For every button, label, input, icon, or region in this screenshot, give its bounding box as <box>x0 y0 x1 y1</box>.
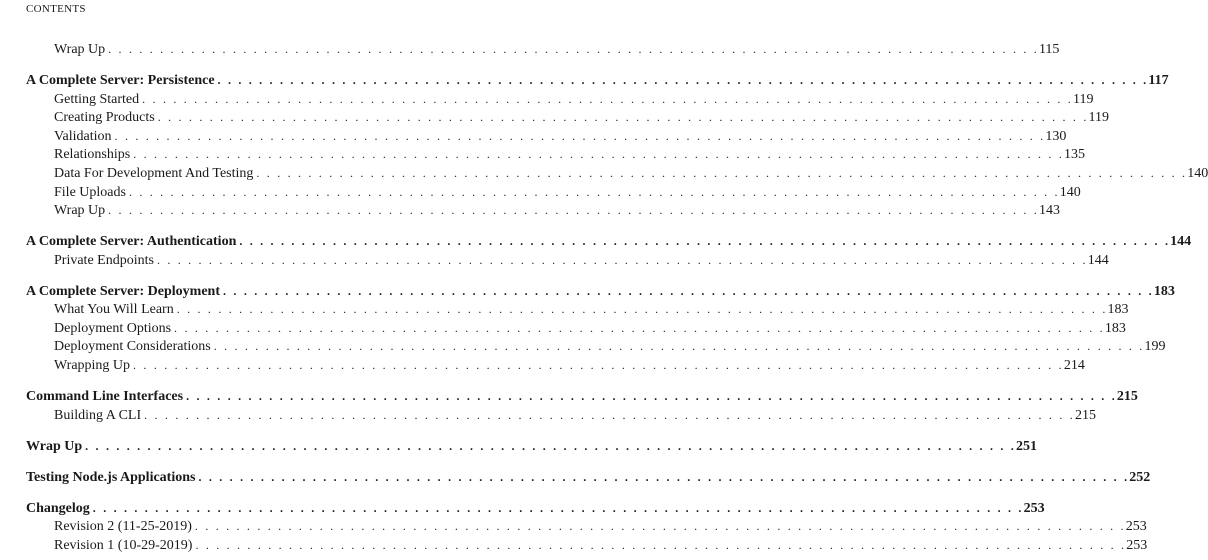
toc-entry-title: Relationships <box>54 147 131 163</box>
dot-leader: . . . . . . . . . . . . . . . . . . . . . . . . . . . . . . . . . . . . . . . . . . . . . . . . . . . . . . . . . . . . . . . . . . . . . . . . . . . . . . . . . . . . . . . . . . <box>194 519 1126 534</box>
dot-leader: . . . . . . . . . . . . . . . . . . . . . . . . . . . . . . . . . . . . . . . . . . . . . . . . . . . . . . . . . . . . . . . . . . . . . . . . . . . . . . . . . . . . . . . . . . <box>133 147 1065 162</box>
toc-section-entry[interactable] <box>26 517 1147 536</box>
toc-chapter-entry[interactable] <box>26 71 1169 90</box>
dot-leader: . . . . . . . . . . . . . . . . . . . . . . . . . . . . . . . . . . . . . . . . . . . . . . . . . . . . . . . . . . . . . . . . . . . . . . . . . . . . . . . . . . . . . . . . . . <box>223 283 1154 298</box>
toc-section-entry[interactable] <box>26 406 1096 425</box>
toc-entry-page-number: 130 <box>1045 128 1067 144</box>
toc-entry-title: Wrapping Up <box>54 358 131 374</box>
toc-entry-page-number: 215 <box>1116 389 1138 405</box>
toc-entry-title: Building A CLI <box>54 407 142 423</box>
dot-leader: . . . . . . . . . . . . . . . . . . . . . . . . . . . . . . . . . . . . . . . . . . . . . . . . . . . . . . . . . . . . . . . . . . . . . . . . . . . . . . . . . . . . . . . . . . <box>144 407 1075 422</box>
toc-entry-title: What You Will Learn <box>54 302 174 318</box>
group-spacer <box>26 486 628 498</box>
toc-entry-page-number: 140 <box>1059 184 1081 200</box>
toc-entry-title: Deployment Options <box>54 320 172 336</box>
toc-entry-page-number: 183 <box>1104 320 1126 336</box>
toc-entry-page-number: 183 <box>1107 302 1129 318</box>
toc-entry-title: A Complete Server: Persistence <box>26 72 215 88</box>
dot-leader: . . . . . . . . . . . . . . . . . . . . . . . . . . . . . . . . . . . . . . . . . . . . . . . . . . . . . . . . . . . . . . . . . . . . . . . . . . . . . . . . . . . . . . . . . . <box>174 320 1105 335</box>
dot-leader: . . . . . . . . . . . . . . . . . . . . . . . . . . . . . . . . . . . . . . . . . . . . . . . . . . . . . . . . . . . . . . . . . . . . . . . . . . . . . . . . . . . . . . . . . . <box>156 252 1088 267</box>
toc-entry-title: A Complete Server: Authentication <box>26 234 237 250</box>
toc-entry-page-number: 253 <box>1023 500 1045 516</box>
toc-entry-title: Wrap Up <box>54 203 106 219</box>
toc-entry-page-number: 251 <box>1015 438 1037 454</box>
toc-entry-page-number: 119 <box>1088 110 1110 126</box>
toc-entry-page-number: 252 <box>1129 469 1151 485</box>
toc-entry-title: Revision 1 (10-29-2019) <box>54 537 193 553</box>
dot-leader: . . . . . . . . . . . . . . . . . . . . . . . . . . . . . . . . . . . . . . . . . . . . . . . . . . . . . . . . . . . . . . . . . . . . . . . . . . . . . . . . . . . . . . . . . . <box>133 358 1064 373</box>
toc-entry-title: Wrap Up <box>54 42 106 57</box>
toc-section-entry[interactable] <box>26 127 1067 146</box>
toc-section-entry[interactable] <box>26 145 1086 164</box>
dot-leader: . . . . . . . . . . . . . . . . . . . . . . . . . . . . . . . . . . . . . . . . . . . . . . . . . . . . . . . . . . . . . . . . . . . . . . . . . . . . . . . . . . . . . . . . . . <box>217 72 1149 87</box>
toc-entry-title: Data For Development And Testing <box>54 165 254 181</box>
dot-leader: . . . . . . . . . . . . . . . . . . . . . . . . . . . . . . . . . . . . . . . . . . . . . . . . . . . . . . . . . . . . . . . . . . . . . . . . . . . . . . . . . . . . . . . . . . <box>108 203 1039 218</box>
dot-leader: . . . . . . . . . . . . . . . . . . . . . . . . . . . . . . . . . . . . . . . . . . . . . . . . . . . . . . . . . . . . . . . . . . . . . . . . . . . . . . . . . . . . . . . . . . <box>213 339 1145 354</box>
toc-section-entry[interactable] <box>26 164 1208 183</box>
toc-section-entry[interactable] <box>26 108 1110 127</box>
running-header: CONTENTS <box>26 3 86 15</box>
toc-section-entry[interactable] <box>26 536 1148 555</box>
toc-chapter-entry[interactable] <box>26 387 1138 406</box>
toc-section-entry[interactable] <box>26 90 1094 109</box>
toc-entry-page-number: 117 <box>1148 72 1169 88</box>
dot-leader: . . . . . . . . . . . . . . . . . . . . . . . . . . . . . . . . . . . . . . . . . . . . . . . . . . . . . . . . . . . . . . . . . . . . . . . . . . . . . . . . . . . . . . . . . . <box>198 469 1130 484</box>
group-spacer <box>26 59 628 71</box>
dot-leader: . . . . . . . . . . . . . . . . . . . . . . . . . . . . . . . . . . . . . . . . . . . . . . . . . . . . . . . . . . . . . . . . . . . . . . . . . . . . . . . . . . . . . . . . . . <box>142 91 1073 106</box>
group-spacer <box>26 269 628 281</box>
dot-leader: . . . . . . . . . . . . . . . . . . . . . . . . . . . . . . . . . . . . . . . . . . . . . . . . . . . . . . . . . . . . . . . . . . . . . . . . . . . . . . . . . . . . . . . . . . <box>186 389 1117 404</box>
dot-leader: . . . . . . . . . . . . . . . . . . . . . . . . . . . . . . . . . . . . . . . . . . . . . . . . . . . . . . . . . . . . . . . . . . . . . . . . . . . . . . . . . . . . . . . . . . <box>239 234 1171 249</box>
toc-entry-title: Private Endpoints <box>54 252 154 268</box>
group-spacer <box>26 455 628 467</box>
toc-entry-page-number: 199 <box>1144 339 1166 355</box>
dot-leader: . . . . . . . . . . . . . . . . . . . . . . . . . . . . . . . . . . . . . . . . . . . . . . . . . . . . . . . . . . . . . . . . . . . . . . . . . . . . . . . . . . . . . . . . . . <box>114 128 1046 143</box>
toc-entry-title: A Complete Server: Deployment <box>26 283 221 299</box>
toc-section-entry[interactable] <box>26 183 1081 202</box>
toc-chapter-entry[interactable] <box>26 499 1045 518</box>
group-spacer <box>26 424 628 436</box>
toc-entry-page-number: 144 <box>1170 234 1192 250</box>
toc-entry-title: Getting Started <box>54 91 140 107</box>
toc-entry-page-number: 115 <box>1038 42 1060 57</box>
toc-entry-title: Validation <box>54 128 112 144</box>
toc-entry-title: Testing Node.js Applications <box>26 469 196 485</box>
toc-section-entry[interactable] <box>26 300 1129 319</box>
toc-entry-title: Command Line Interfaces <box>26 389 184 405</box>
dot-leader: . . . . . . . . . . . . . . . . . . . . . . . . . . . . . . . . . . . . . . . . . . . . . . . . . . . . . . . . . . . . . . . . . . . . . . . . . . . . . . . . . . . . . . . . . . <box>108 42 1039 56</box>
toc-entry-title: Creating Products <box>54 110 155 126</box>
dot-leader: . . . . . . . . . . . . . . . . . . . . . . . . . . . . . . . . . . . . . . . . . . . . . . . . . . . . . . . . . . . . . . . . . . . . . . . . . . . . . . . . . . . . . . . . . . <box>157 110 1089 125</box>
toc-entry-title: File Uploads <box>54 184 126 200</box>
dot-leader: . . . . . . . . . . . . . . . . . . . . . . . . . . . . . . . . . . . . . . . . . . . . . . . . . . . . . . . . . . . . . . . . . . . . . . . . . . . . . . . . . . . . . . . . . . <box>85 438 1016 453</box>
toc-chapter-entry[interactable] <box>26 282 1175 301</box>
toc-entry-page-number: 183 <box>1153 283 1175 299</box>
toc-section-entry[interactable] <box>26 356 1085 375</box>
toc-entry-title: Changelog <box>26 500 90 516</box>
toc-section-entry[interactable] <box>26 319 1126 338</box>
toc-entry-title: Deployment Considerations <box>54 339 211 355</box>
table-of-contents <box>26 40 1208 554</box>
toc-chapter-entry[interactable] <box>26 468 1151 487</box>
group-spacer <box>26 220 628 232</box>
toc-entry-page-number: 214 <box>1063 358 1085 374</box>
dot-leader: . . . . . . . . . . . . . . . . . . . . . . . . . . . . . . . . . . . . . . . . . . . . . . . . . . . . . . . . . . . . . . . . . . . . . . . . . . . . . . . . . . . . . . . . . . <box>176 302 1108 317</box>
toc-section-entry[interactable] <box>26 337 1166 356</box>
group-spacer <box>26 375 628 387</box>
toc-entry-page-number: 135 <box>1064 147 1086 163</box>
toc-chapter-entry[interactable] <box>26 437 1037 456</box>
toc-entry-title: Wrap Up <box>26 438 83 454</box>
toc-chapter-entry[interactable] <box>26 232 1192 251</box>
toc-entry-page-number: 119 <box>1072 91 1094 107</box>
toc-entry-title: Revision 2 (11-25-2019) <box>54 519 192 535</box>
dot-leader: . . . . . . . . . . . . . . . . . . . . . . . . . . . . . . . . . . . . . . . . . . . . . . . . . . . . . . . . . . . . . . . . . . . . . . . . . . . . . . . . . . . . . . . . . . <box>92 500 1024 515</box>
toc-entry-page-number: 140 <box>1187 165 1208 181</box>
toc-entry-page-number: 144 <box>1087 252 1109 268</box>
toc-section-entry[interactable] <box>26 201 1060 220</box>
toc-section-entry[interactable] <box>26 251 1109 270</box>
toc-section-entry[interactable] <box>26 40 1060 59</box>
toc-entry-page-number: 143 <box>1038 203 1060 219</box>
dot-leader: . . . . . . . . . . . . . . . . . . . . . . . . . . . . . . . . . . . . . . . . . . . . . . . . . . . . . . . . . . . . . . . . . . . . . . . . . . . . . . . . . . . . . . . . . . <box>256 165 1188 180</box>
toc-entry-page-number: 215 <box>1074 407 1096 423</box>
toc-entry-page-number: 253 <box>1126 537 1148 553</box>
dot-leader: . . . . . . . . . . . . . . . . . . . . . . . . . . . . . . . . . . . . . . . . . . . . . . . . . . . . . . . . . . . . . . . . . . . . . . . . . . . . . . . . . . . . . . . . . . <box>128 184 1060 199</box>
toc-entry-page-number: 253 <box>1125 519 1147 535</box>
dot-leader: . . . . . . . . . . . . . . . . . . . . . . . . . . . . . . . . . . . . . . . . . . . . . . . . . . . . . . . . . . . . . . . . . . . . . . . . . . . . . . . . . . . . . . . . . . <box>195 537 1127 552</box>
